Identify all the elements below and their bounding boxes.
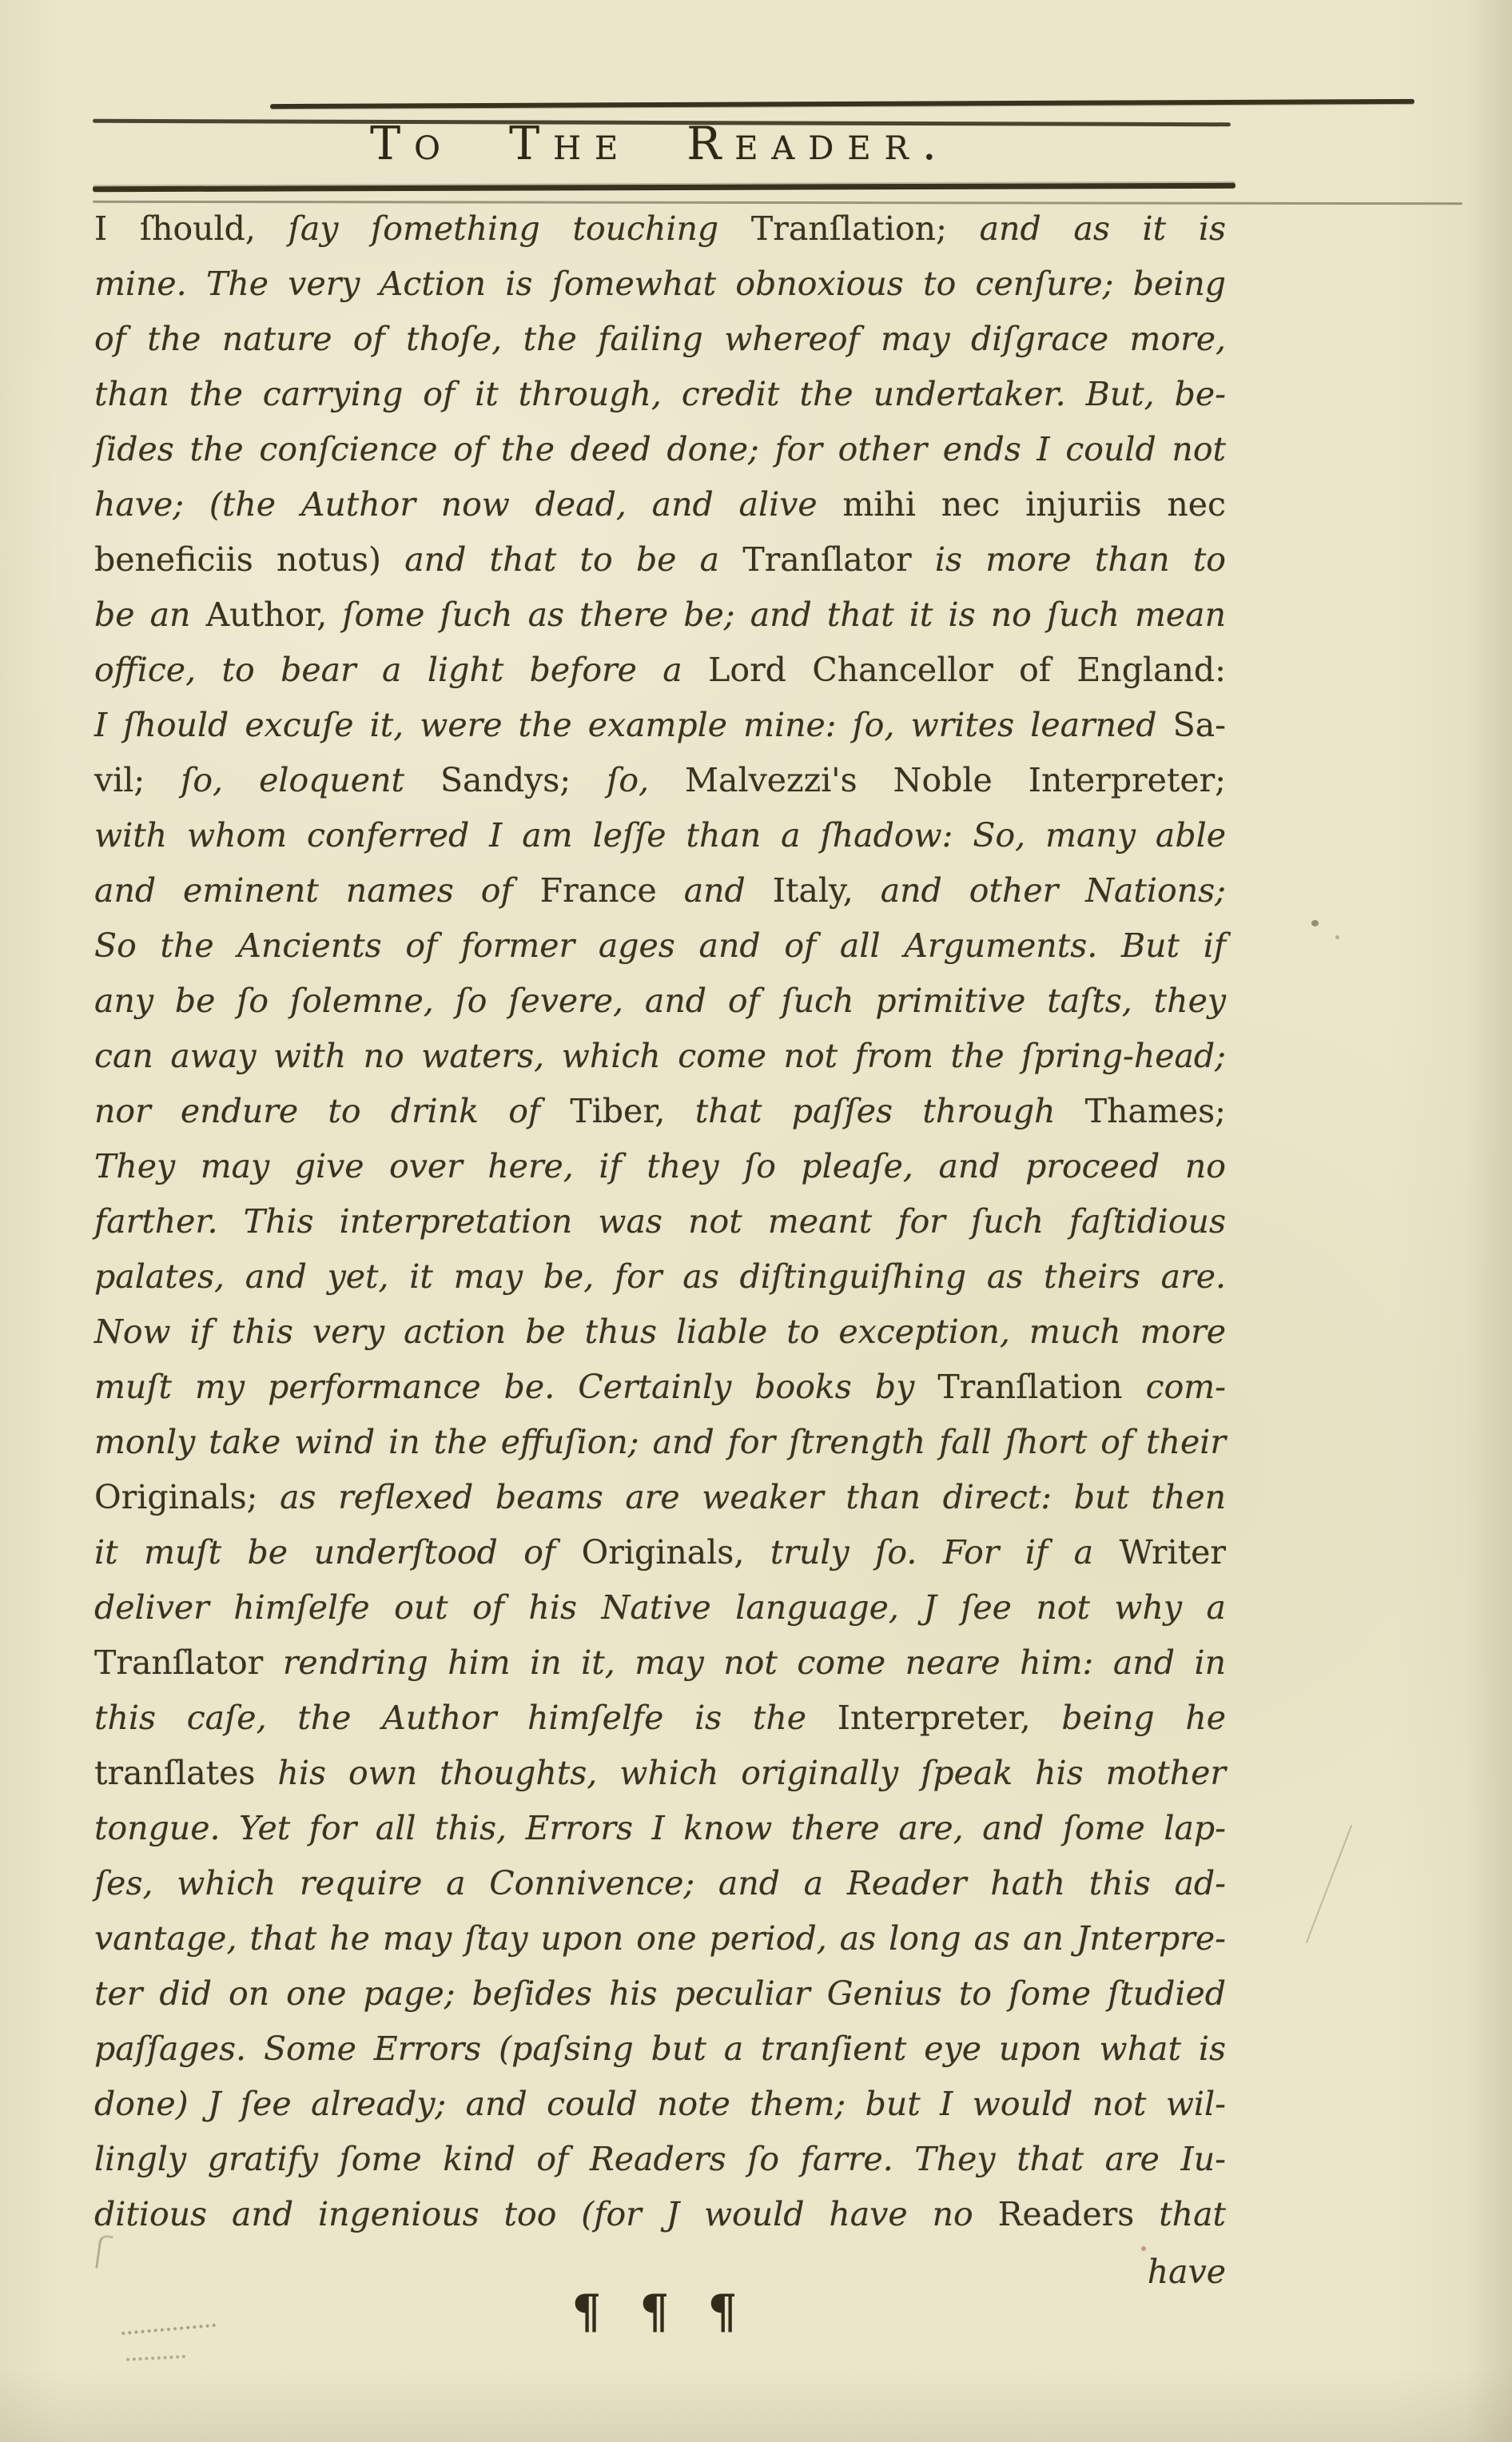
text-segment: nor endure to drink of [94, 1092, 571, 1130]
text-segment: Tranſlator [94, 1643, 283, 1682]
page-title: To The Reader. [370, 118, 950, 170]
text-line [94, 2077, 1226, 2132]
text-segment: with whom conferred I am leſſe than a ſhadow: So, many able [94, 816, 1226, 855]
text-segment: Readers [997, 2195, 1160, 2233]
text-segment: truly ſo. For if a [770, 1533, 1120, 1572]
text-segment: vil; [94, 761, 181, 799]
text-segment: of the nature of thoſe, the failing whereof may diſgrace more, [94, 320, 1226, 358]
text-segment: paſſages. Some Errors (paſsing but a tranſient eye upon what is [94, 2030, 1226, 2068]
text-segment: palates, and yet, it may be, for as diſtinguiſhing as theirs are. [94, 1257, 1226, 1296]
text-segment: Writer [1119, 1533, 1226, 1572]
text-line [94, 1360, 1226, 1415]
text-segment: and [683, 871, 773, 910]
text-segment: I ſhould excuſe it, were the example mine: ſo, writes learned [94, 706, 1173, 744]
text-segment: So the Ancients of former ages and of all Arguments. But if [94, 926, 1226, 965]
text-segment: deliver himſelfe out of his Native language, J ſee not why a [94, 1588, 1226, 1627]
text-segment: that [1159, 2195, 1226, 2233]
text-line [94, 1966, 1226, 2022]
text-segment: muſt my performance be. Certainly books by [94, 1368, 938, 1406]
text-segment: mine. The very Action is ſomewhat obnoxious to cenſure; being [94, 265, 1226, 303]
text-segment: Originals, [581, 1533, 770, 1572]
text-segment: vantage, that he may ſtay upon one period, as long as an Jnterpre- [94, 1919, 1226, 1958]
text-segment: ter did on one page; beſides his peculiar Genius to ſome ſtudied [94, 1974, 1226, 2013]
text-segment: tongue. Yet for all this, Errors I know there are, and ſome lap- [94, 1809, 1226, 1847]
text-segment: Tranſlator [742, 540, 935, 579]
text-segment: and as it is [979, 209, 1226, 248]
text-line [94, 1580, 1226, 1635]
text-segment: Tranſlation [937, 1368, 1146, 1406]
text-line [94, 1691, 1226, 1746]
text-segment: tranſlates [94, 1754, 278, 1792]
text-line [94, 698, 1226, 753]
text-segment: and that to be a [404, 540, 743, 579]
text-segment: Malvezzi's Noble Interpreter; [685, 761, 1226, 799]
text-segment: mihi nec injuriis nec [842, 485, 1227, 524]
text-line [94, 808, 1226, 863]
text-segment: ſome ſuch as there be; and that it is no ſuch mean [342, 596, 1226, 634]
text-line [94, 753, 1226, 808]
text-segment: Tiber, [570, 1092, 695, 1130]
text-line [94, 2022, 1226, 2077]
text-segment: Originals; [94, 1478, 281, 1516]
text-segment: Thames; [1084, 1092, 1226, 1130]
text-block [94, 201, 1226, 2242]
text-segment: lingly gratify ſome kind of Readers ſo farre. They that are Iu- [94, 2140, 1226, 2178]
text-line [94, 918, 1226, 974]
text-line [94, 1525, 1226, 1580]
text-line [94, 1746, 1226, 1801]
paper-scratch [1306, 1825, 1352, 1943]
text-segment: being he [1061, 1699, 1226, 1737]
text-segment: ditious and ingenious too (for J would have no [94, 2195, 998, 2233]
text-segment: Interpreter, [837, 1699, 1062, 1737]
text-line [94, 1139, 1226, 1194]
text-segment: farther. This interpretation was not meant for ſuch faſtidious [94, 1202, 1226, 1241]
text-line [94, 1305, 1226, 1360]
text-segment: Italy, [772, 871, 881, 910]
text-segment: ſay ſomething touching [288, 209, 751, 248]
text-line [94, 367, 1226, 422]
text-segment: office, to bear a light before a [94, 651, 709, 689]
text-line [94, 1249, 1226, 1305]
title-rule-heavy [93, 183, 1235, 192]
text-segment: be an [94, 596, 206, 634]
pencil-scribble [126, 2355, 185, 2361]
text-segment: that paſſes through [694, 1092, 1085, 1130]
text-segment: ſo, [607, 761, 686, 799]
text-segment: Sandys; [440, 761, 607, 799]
text-line [94, 2132, 1226, 2187]
text-segment: his own thoughts, which originally ſpeak his mother [277, 1754, 1226, 1792]
text-segment: have; (the Author now dead, and alive [94, 485, 843, 524]
text-segment: is more than to [934, 540, 1226, 579]
text-line [94, 1415, 1226, 1470]
text-segment: Sa- [1172, 706, 1226, 744]
text-line [94, 1194, 1226, 1249]
text-segment: Tranſlation; [750, 209, 980, 248]
text-segment: done) J ſee already; and could note them; but I would not wil- [94, 2085, 1226, 2123]
text-line [94, 1635, 1226, 1691]
text-line [94, 312, 1226, 367]
top-rule-upper [270, 99, 1415, 109]
text-line [94, 1470, 1226, 1525]
text-line [94, 1029, 1226, 1084]
text-segment: ſes, which require a Connivence; and a Reader hath this ad- [94, 1864, 1226, 1902]
text-segment: and other Nations; [880, 871, 1226, 910]
text-segment: France [539, 871, 684, 910]
text-line [94, 477, 1226, 532]
text-line [94, 257, 1226, 312]
text-segment: Author, [205, 596, 343, 634]
text-segment: than the carrying of it through, credit the undertaker. But, be- [94, 375, 1226, 413]
text-line [94, 422, 1226, 477]
text-line [94, 863, 1226, 918]
ink-speck [1311, 920, 1319, 926]
text-segment: can away with no waters, which come not from the ſpring-head; [94, 1037, 1226, 1075]
text-line [94, 1856, 1226, 1911]
text-segment: beneficiis notus) [94, 540, 405, 579]
text-line [94, 1084, 1226, 1139]
text-segment: rendring him in it, may not come neare him: and in [282, 1643, 1226, 1682]
signature-marks: ¶ ¶ ¶ [571, 2285, 749, 2339]
catchword: have [1147, 2253, 1226, 2291]
text-line [94, 974, 1226, 1029]
text-line [94, 1911, 1226, 1966]
text-segment: any be ſo ſolemne, ſo ſevere, and of ſuch primitive taſts, they [94, 982, 1226, 1020]
text-line [94, 1801, 1226, 1856]
ink-speck [1141, 2246, 1146, 2251]
text-segment: and eminent names of [94, 871, 540, 910]
ink-speck [1335, 935, 1339, 939]
text-segment: Lord Chancellor of England: [708, 651, 1226, 689]
text-segment: I ſhould, [94, 209, 288, 248]
text-segment: Now if this very action be thus liable to exception, much more [94, 1313, 1226, 1351]
text-segment: as reflexed beams are weaker than direct: but then [280, 1478, 1226, 1516]
text-segment: it muſt be underſtood of [94, 1533, 582, 1572]
text-line [94, 201, 1226, 257]
text-segment: com- [1145, 1368, 1226, 1406]
text-segment: ſo, eloquent [181, 761, 440, 799]
text-segment: this caſe, the Author himſelfe is the [94, 1699, 838, 1737]
text-segment: monly take wind in the effuſion; and for ſtrength fall ſhort of their [94, 1423, 1226, 1461]
text-line [94, 2187, 1226, 2242]
text-line [94, 643, 1226, 698]
text-line [94, 532, 1226, 588]
text-segment: They may give over here, if they ſo pleaſe, and proceed no [94, 1147, 1226, 1185]
text-line [94, 588, 1226, 643]
text-segment: ſides the conſcience of the deed done; for other ends I could not [94, 430, 1226, 468]
